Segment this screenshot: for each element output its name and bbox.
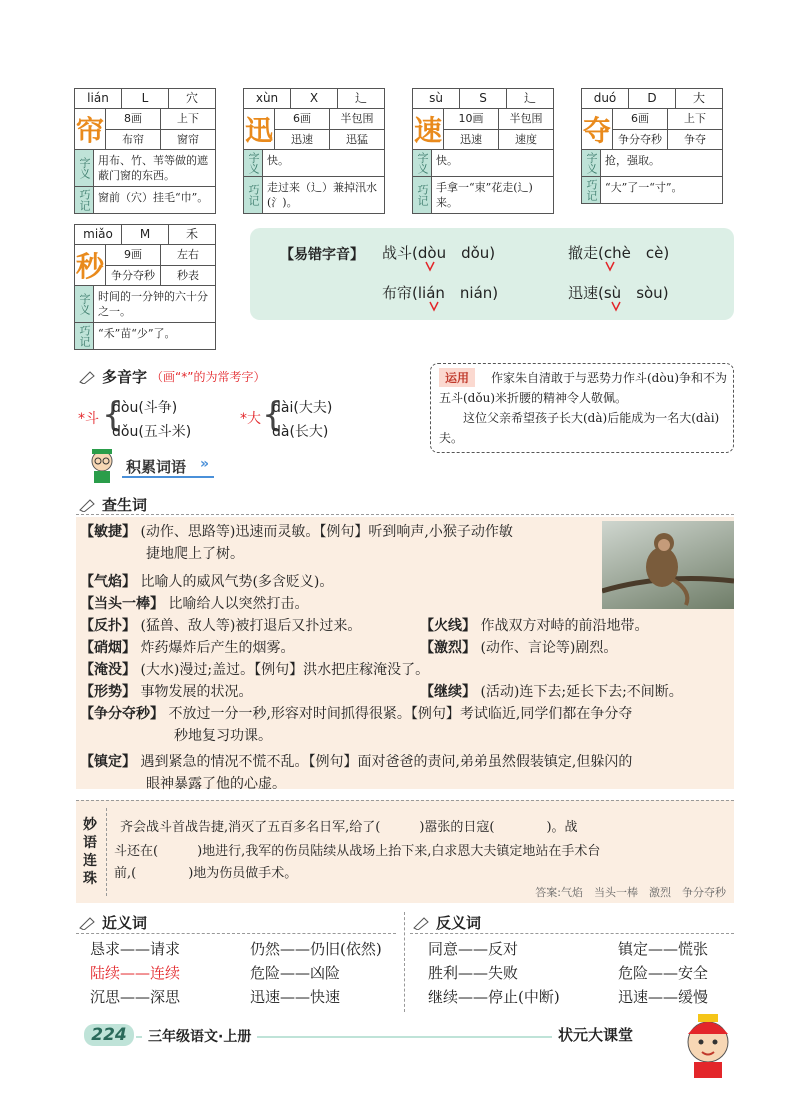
pencil-icon (412, 916, 430, 930)
mascot-teacher (84, 447, 120, 487)
big-character: 夺 (582, 109, 613, 149)
monkey-photo (602, 521, 734, 609)
pinyin: xùn (255, 91, 279, 105)
meaning-text: 时间的一分钟的六十分之一。 (98, 290, 208, 318)
antonym-pair: 迅速——缓慢 (618, 988, 709, 1006)
synonym-pair: 陆续——连续 (90, 964, 181, 982)
vocab-def: (大水)漫过;盖过。【例句】洪水把庄稼淹没了。 (140, 662, 430, 678)
example-word: 迅猛 (329, 130, 384, 150)
yicuo-item: 迅速(sù sòu) (568, 284, 669, 302)
meaning-label: 字义 (582, 150, 601, 176)
vocab-word: 【形势】 (80, 684, 136, 700)
initial: S (459, 89, 506, 108)
vocab-def: (动作、思路等)迅速而灵敏。【例句】听到响声,小猴子动作敏 (140, 524, 513, 540)
meaning-label: 字义 (75, 150, 94, 186)
synonym-pair: 沉思——深思 (90, 988, 181, 1006)
structure: 半包围 (329, 109, 384, 129)
yicuo-item: 战斗(dòu dǒu) (382, 244, 496, 262)
vocab-def-cont: 捷地爬上了树。 (146, 546, 244, 562)
memo-text: 走过来（辶）兼掉汛水(氵)。 (267, 181, 377, 209)
pinyin: duó (593, 91, 617, 105)
vocab-word: 【继续】 (420, 684, 476, 700)
brace: { (102, 395, 124, 435)
example-word: 布帘 (122, 132, 144, 146)
polyphone-entries (78, 393, 418, 443)
example-word: 争分夺秒 (111, 268, 155, 282)
radical: 穴 (168, 89, 215, 108)
strokes: 9画 (124, 248, 142, 261)
usage-text-1: 作家朱自清敢于与恶势力作斗(dòu)争和不为五斗(dǒu)米折腰的精神令人敬佩。 (439, 371, 727, 405)
meaning-text: 快。 (436, 154, 458, 167)
divider (76, 514, 734, 516)
synonym-pair: 迅速——快速 (250, 988, 341, 1006)
strokes: 8画 (124, 112, 142, 125)
vocab-word: 【淹没】 (80, 662, 136, 678)
radical: 禾 (168, 225, 215, 244)
vocab-word: 【敏捷】 (80, 524, 136, 540)
vocab-def: 遇到紧急的情况不慌不乱。【例句】面对爸爸的责问,弟弟虽然假装镇定,但躲闪的 (140, 754, 633, 770)
example-word: 迅速 (460, 132, 482, 146)
vocab-def-cont: 眼神暴露了他的心虚。 (146, 776, 286, 792)
vocab-word: 【争分夺秒】 (80, 706, 164, 722)
radical: 辶 (337, 89, 384, 108)
memo-text: “禾”苗“少”了。 (98, 327, 176, 340)
yicuo-item: 撤走(chè cè) (568, 244, 670, 262)
fill-in-label: 妙语连珠 (83, 817, 97, 887)
strokes: 6画 (293, 112, 311, 125)
usage-box (430, 363, 734, 453)
synonym-pair: 恳求——请求 (90, 940, 181, 958)
pencil-icon (78, 916, 96, 930)
new-words-header (78, 494, 147, 515)
structure: 左右 (160, 245, 215, 265)
double-chevron-icon: » (200, 456, 210, 472)
initial: M (121, 225, 168, 244)
big-character: 迅 (244, 109, 275, 149)
polyphone-char: *斗 (78, 411, 99, 427)
vocab-word: 【硝烟】 (80, 640, 136, 656)
vocab-def: 作战双方对峙的前沿地带。 (480, 618, 649, 634)
char-card (74, 88, 216, 214)
vocab-def: (猛兽、敌人等)被打退后又扑过来。 (140, 618, 362, 634)
memo-label: 巧记 (244, 177, 263, 213)
example-word: 争分夺秒 (618, 132, 662, 146)
vocab-def: (活动)连下去;延长下去;不间断。 (480, 684, 683, 700)
memo-label: 巧记 (75, 323, 94, 349)
yicuo-item: 布帘(lián nián) (382, 284, 499, 302)
page-number: 224 (84, 1024, 134, 1046)
char-card (243, 88, 385, 214)
initial: D (628, 89, 675, 108)
antonym-pair: 胜利——失败 (428, 964, 519, 982)
vocab-word: 【反扑】 (80, 618, 136, 634)
char-card (581, 88, 723, 204)
error-prone-pronunciation-box (250, 228, 734, 320)
vocab-word: 【火线】 (420, 618, 476, 634)
answer-text: 答案:气焰 当头一棒 激烈 争分夺秒 (535, 886, 726, 899)
yicuo-title: 【易错字音】 (280, 247, 364, 263)
big-character: 秒 (75, 245, 106, 285)
book-title: 三年级语文·上册 (142, 1026, 257, 1046)
vocab-def: 炸药爆炸后产生的烟雾。 (140, 640, 295, 656)
example-word: 迅速 (291, 132, 313, 146)
new-words-title: 查生词 (102, 496, 148, 514)
big-character: 速 (413, 109, 444, 149)
brand-name: 状元大课堂 (552, 1024, 639, 1045)
fill-in-line: 齐会战斗首战告捷,消灭了五百多名日军,给了( )嚣张的日寇( )。战 (120, 820, 578, 835)
example-word: 争夺 (667, 130, 722, 150)
example-word: 速度 (498, 130, 553, 150)
brace: { (262, 395, 284, 435)
structure: 半包围 (498, 109, 553, 129)
mascot-boy (676, 1010, 740, 1084)
memo-text: “大”了一“寸”。 (605, 181, 683, 194)
vocab-word: 【激烈】 (420, 640, 476, 656)
antonyms-title: 反义词 (436, 914, 482, 932)
big-character: 帘 (75, 109, 106, 149)
reading: dòu(斗争) (112, 400, 178, 416)
synonym-pair: 危险——凶险 (250, 964, 341, 982)
pinyin: miǎo (83, 227, 113, 241)
radical: 辶 (506, 89, 553, 108)
vocab-def: 不放过一分一秒,形容对时间抓得很紧。【例句】考试临近,同学们都在争分夺 (168, 706, 633, 722)
vocab-word: 【镇定】 (80, 754, 136, 770)
char-card (412, 88, 554, 214)
reading: dǒu(五斗米) (112, 424, 192, 440)
pinyin: lián (87, 91, 109, 105)
meaning-label: 字义 (75, 286, 94, 322)
pencil-icon (78, 370, 96, 384)
fill-in-line: 前,( )地为伤员做手术。 (114, 866, 298, 881)
antonym-pair: 危险——安全 (618, 964, 709, 982)
antonym-pair: 镇定——慌张 (618, 940, 709, 958)
vocab-def: (动作、言论等)剧烈。 (480, 640, 618, 656)
fill-in-exercise (76, 800, 734, 903)
vocab-def: 事物发展的状况。 (140, 684, 253, 700)
reading: dài(大夫) (272, 400, 333, 416)
mascot-boy-icon (676, 1010, 740, 1080)
check-marks (250, 228, 734, 320)
synonym-pair: 仍然——仍旧(依然) (250, 940, 382, 958)
structure: 上下 (667, 109, 722, 129)
meaning-label: 字义 (244, 150, 263, 176)
meaning-text: 抢，强取。 (605, 154, 660, 167)
usage-text-2: 这位父亲希望孩子长大(dà)后能成为一名大(dài)夫。 (439, 411, 720, 445)
memo-label: 巧记 (75, 187, 94, 213)
antonym-pair: 继续——停止(中断) (428, 988, 560, 1006)
polyphone-header (78, 366, 265, 387)
vocab-def: 比喻给人以突然打击。 (168, 596, 309, 612)
char-card (74, 224, 216, 350)
accumulate-words-title: 积累词语 (126, 458, 187, 476)
pencil-icon (78, 498, 96, 512)
vocab-def: 比喻人的威风气势(多含贬义)。 (140, 574, 334, 590)
vocab-def-cont: 秒地复习功课。 (174, 728, 272, 744)
polyphone-char: *大 (240, 411, 261, 427)
mascot-icon (84, 447, 120, 483)
meaning-text: 用布、竹、苇等做的遮蔽门窗的东西。 (98, 154, 208, 182)
underline (122, 476, 214, 478)
polyphone-title: 多音字 (102, 368, 148, 386)
strokes: 6画 (631, 112, 649, 125)
radical: 大 (675, 89, 722, 108)
reading: dà(长大) (272, 424, 329, 440)
monkey-icon (602, 521, 734, 609)
fill-in-line: 斗还在( )地进行,我军的伤员陆续从战场上抬下来,白求恩大夫镇定地站在手术台 (114, 844, 601, 859)
meaning-text: 快。 (267, 154, 289, 167)
strokes: 10画 (458, 112, 484, 125)
antonyms-header (412, 912, 481, 933)
initial: L (121, 89, 168, 108)
structure: 上下 (160, 109, 215, 129)
meaning-label: 字义 (413, 150, 432, 176)
memo-label: 巧记 (582, 177, 601, 203)
example-word: 窗帘 (160, 130, 215, 150)
vocab-word: 【当头一棒】 (80, 596, 164, 612)
antonym-pair: 同意——反对 (428, 940, 519, 958)
synonyms-header (78, 912, 147, 933)
example-word: 秒表 (160, 266, 215, 286)
memo-text: 手拿一“束”花走(辶)来。 (436, 181, 533, 209)
footer (84, 1024, 644, 1048)
vocab-word: 【气焰】 (80, 574, 136, 590)
initial: X (290, 89, 337, 108)
memo-label: 巧记 (413, 177, 432, 213)
synonyms-title: 近义词 (102, 914, 148, 932)
memo-text: 窗前（穴）挂毛“巾”。 (98, 191, 209, 204)
polyphone-note: （画“*”的为常考字） (151, 370, 266, 384)
pinyin: sù (429, 91, 443, 105)
usage-tag: 运用 (439, 368, 475, 387)
